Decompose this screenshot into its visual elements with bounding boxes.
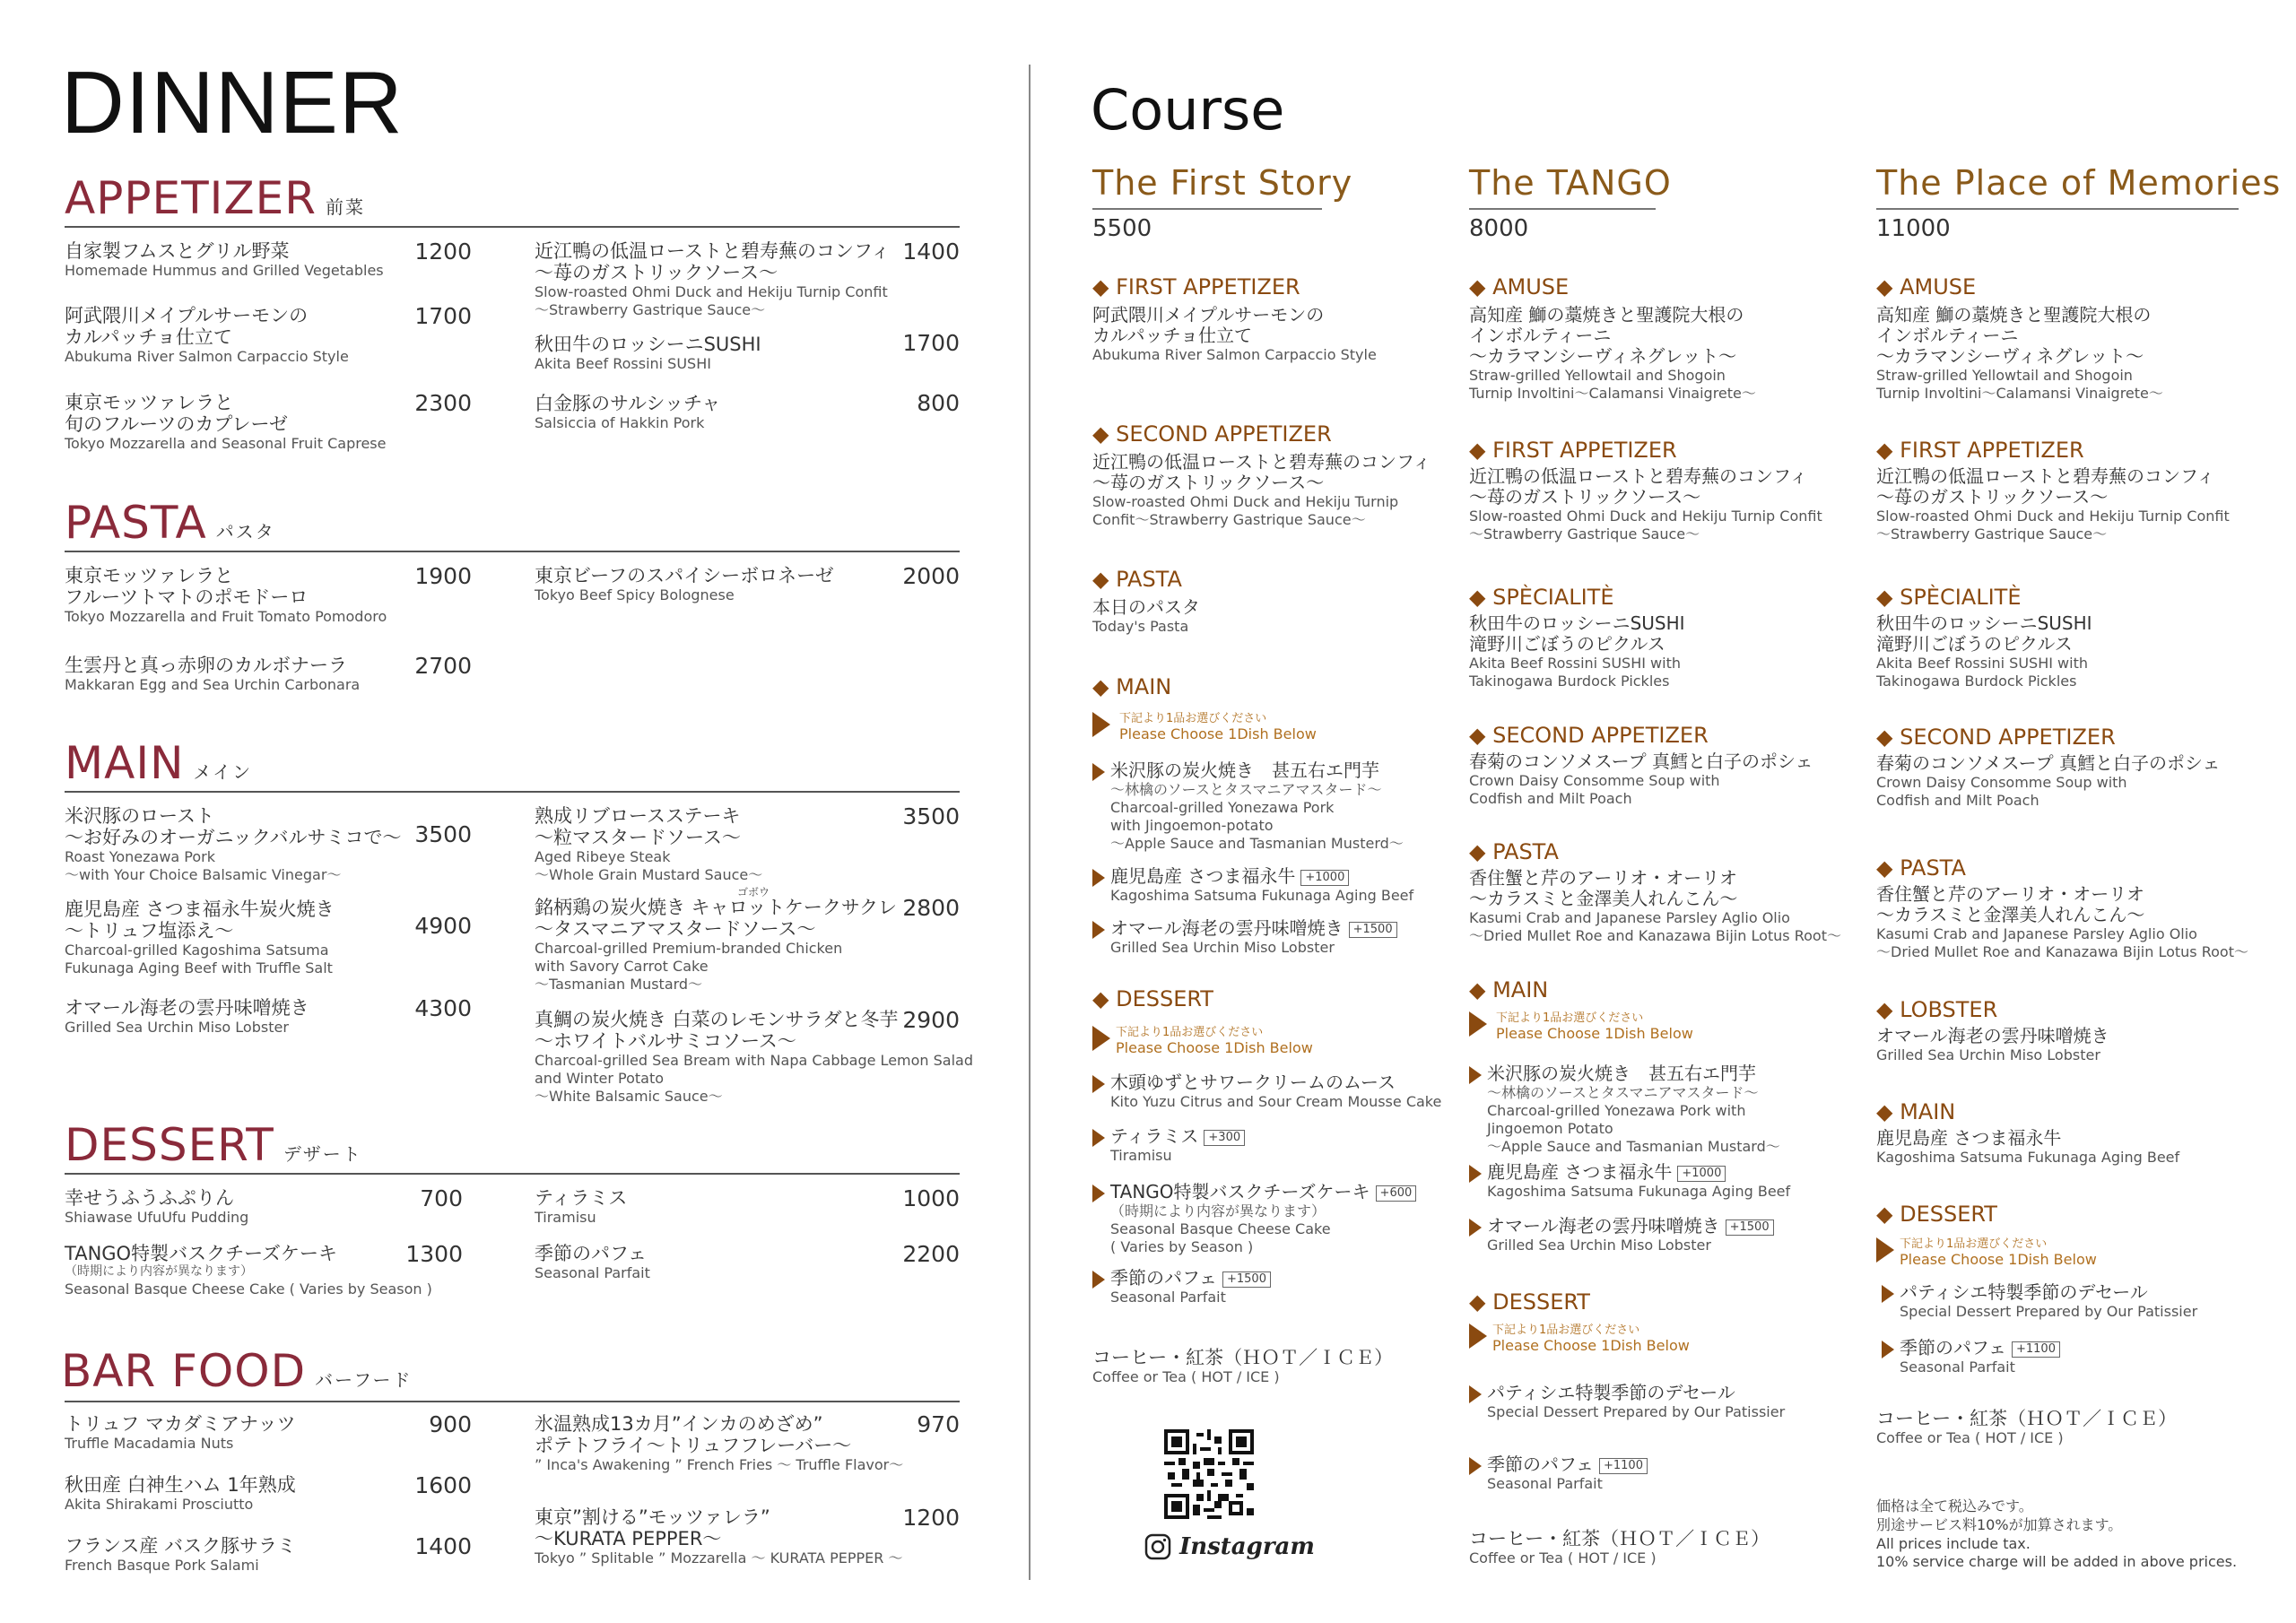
tango-amuse: ◆ AMUSE (1469, 274, 1570, 299)
menu-item: 自家製フムスとグリル野菜 Homemade Hummus and Grilled Vegetables (65, 240, 384, 280)
memories-dessert: ◆ DESSERT (1876, 1202, 1997, 1227)
barfood-sub: バーフード (315, 1369, 413, 1391)
course-first-rule (1092, 208, 1322, 210)
price: 1400 (902, 239, 960, 265)
choose-note: 下記より1品お選びください Please Choose 1Dish Below (1092, 708, 1317, 742)
menu-item: 米沢豚のロースト ～お好みのオーガニックバルサミコで～ Roast Yonezawa Pork ～with Your Choice Balsamic Vinegar～ (65, 805, 402, 884)
main-rule (65, 791, 960, 793)
triangle-icon (1092, 921, 1105, 939)
surcharge-badge: +1500 (1349, 922, 1397, 938)
course-item: 木頭ゆずとサワークリームのムース Kito Yuzu Citrus and Sour Cream Mousse Cake (1092, 1072, 1441, 1111)
appetizer-sub: 前菜 (325, 196, 365, 218)
price: 700 (420, 1185, 463, 1211)
memories-specialite: ◆ SPÈCIALITÈ (1876, 585, 2022, 610)
tango-main: ◆ MAIN (1469, 977, 1549, 1002)
course-item: オマール海老の雲丹味噌焼き +1500 Grilled Sea Urchin Miso Lobster (1092, 918, 1397, 957)
course-item: 近江鴨の低温ローストと碧寿蕪のコンフィ ～苺のガストリックソース～ Slow-roasted Ohmi Duck and Hekiju Turnip Confit ～Strawberry Gastrique Sauce～ (1876, 465, 2230, 542)
course-item: 鹿児島産 さつま福永牛 Kagoshima Satsuma Fukunaga Aging Beef (1876, 1127, 2180, 1166)
memories-first-app: ◆ FIRST APPETIZER (1876, 438, 2084, 463)
dessert-title: DESSERT (65, 1119, 274, 1171)
price: 800 (917, 390, 960, 416)
triangle-icon (1882, 1285, 1894, 1303)
appetizer-heading (65, 172, 365, 224)
barfood-heading (61, 1345, 413, 1397)
price: 2700 (414, 653, 472, 679)
price: 900 (429, 1411, 472, 1437)
course-item: 秋田牛のロッシーニSUSHI 滝野川ごぼうのピクルス Akita Beef Rossini SUSHI with Takinogawa Burdock Pickles (1876, 612, 2092, 690)
choose-note: 下記より1品お選びください Please Choose 1Dish Below (1092, 1022, 1313, 1056)
main-heading (65, 737, 252, 789)
course-item: オマール海老の雲丹味噌焼き +1500 Grilled Sea Urchin Miso Lobster (1469, 1216, 1774, 1254)
course-first-name: The First Story (1092, 163, 1353, 203)
tango-specialite: ◆ SPÈCIALITÈ (1469, 585, 1614, 610)
menu-item: 銘柄鶏の炭火焼き キャロットケークサクレ ～タスマニアマスタードソース～ Charcoal-grilled Premium-branded Chicken with Savory Carrot Cake ～Tasmanian Mustard～ (535, 897, 897, 994)
dessert-sub: デザート (283, 1143, 362, 1165)
menu-item: 鹿児島産 さつま福永牛炭火焼き ～トリュフ塩添え～ Charcoal-grilled Kagoshima Satsuma Fukunaga Aging Beef with Truffle Salt (65, 898, 335, 977)
menu-item: 幸せうふうふぷりん Shiawase UfuUfu Pudding (65, 1187, 249, 1227)
price: 1200 (902, 1505, 960, 1531)
coffee-item: コーヒー・紅茶（ＨＯＴ／ＩＣＥ） Coffee or Tea ( HOT / ICE ) (1876, 1408, 2178, 1447)
course-item: 鹿児島産 さつま福永牛 +1000 Kagoshima Satsuma Fukunaga Aging Beef (1469, 1162, 1790, 1201)
pasta-title: PASTA (65, 497, 207, 549)
memories-second-app: ◆ SECOND APPETIZER (1876, 725, 2116, 750)
price: 1300 (405, 1241, 463, 1267)
price: 3500 (414, 821, 472, 847)
qr-code[interactable] (1164, 1429, 1254, 1519)
menu-item: 秋田牛のロッシーニSUSHI Akita Beef Rossini SUSHI (535, 334, 761, 373)
coffee-item: コーヒー・紅茶（ＨＯＴ／ＩＣＥ） Coffee or Tea ( HOT / ICE ) (1469, 1528, 1770, 1567)
triangle-icon (1092, 1075, 1105, 1093)
instagram-icon (1144, 1533, 1171, 1560)
course-item: 季節のパフェ +1100 Seasonal Parfait (1882, 1338, 2060, 1376)
price: 1200 (414, 239, 472, 265)
menu-item: 近江鴨の低温ローストと碧寿蕪のコンフィ ～苺のガストリックソース～ Slow-roasted Ohmi Duck and Hekiju Turnip Confit ～Strawberry Gastrique Sauce～ (535, 240, 891, 319)
surcharge-badge: +1500 (1222, 1271, 1271, 1288)
price: 2800 (902, 895, 960, 921)
menu-item: 東京モッツァレラと 旬のフルーツのカプレーゼ Tokyo Mozzarella and Seasonal Fruit Caprese (65, 392, 387, 453)
triangle-icon (1092, 712, 1110, 737)
triangle-icon (1092, 1026, 1110, 1051)
price: 1600 (414, 1472, 472, 1498)
price: 2300 (414, 390, 472, 416)
memories-main: ◆ MAIN (1876, 1099, 1956, 1124)
triangle-icon (1469, 1011, 1487, 1037)
course-item: 秋田牛のロッシーニSUSHI 滝野川ごぼうのピクルス Akita Beef Rossini SUSHI with Takinogawa Burdock Pickles (1469, 612, 1685, 690)
pasta-rule (65, 551, 960, 552)
choose-note: 下記より1品お選びください Please Choose 1Dish Below (1469, 1008, 1693, 1042)
course-item: ティラミス +300 Tiramisu (1092, 1126, 1245, 1165)
menu-item: ティラミス Tiramisu (535, 1187, 628, 1227)
triangle-icon (1092, 1271, 1105, 1289)
course-item: 阿武隈川メイプルサーモンの カルパッチョ仕立て Abukuma River Salmon Carpaccio Style (1092, 304, 1377, 363)
course-item: TANGO特製バスクチーズケーキ +600 （時期により内容が異なります） Seasonal Basque Cheese Cake ( Varies by Season ) (1092, 1182, 1416, 1256)
tango-pasta: ◆ PASTA (1469, 839, 1559, 864)
price: 1700 (902, 330, 960, 356)
course-item: 香住蟹と芹のアーリオ・オーリオ ～カラスミと金澤美人れんこん～ Kasumi Crab and Japanese Parsley Aglio Olio ～Dried Mullet Roe and Kanazawa Bijin Lotus Root～ (1469, 867, 1841, 944)
barfood-title: BAR FOOD (61, 1345, 307, 1397)
menu-item: TANGO特製バスクチーズケーキ （時期により内容が異なります） Seasonal Basque Cheese Cake ( Varies by Season ) (65, 1243, 432, 1298)
price: 1000 (902, 1185, 960, 1211)
menu-item: 秋田産 白神生ハム 1年熟成 Akita Shirakami Prosciutto (65, 1474, 296, 1514)
coffee-item: コーヒー・紅茶（ＨＯＴ／ＩＣＥ） Coffee or Tea ( HOT / ICE ) (1092, 1347, 1394, 1386)
instagram-link[interactable] (1144, 1533, 1315, 1560)
course-tango-name: The TANGO (1469, 163, 1672, 203)
course-item: 季節のパフェ +1100 Seasonal Parfait (1469, 1454, 1648, 1493)
tango-dessert: ◆ DESSERT (1469, 1289, 1590, 1315)
surcharge-badge: +1000 (1300, 870, 1349, 886)
surcharge-badge: +1100 (2012, 1341, 2060, 1358)
tax-note: 価格は全て税込みです。 別途サービス料10%が加算されます。 All prices include tax. 10% service charge will be added in above prices. (1876, 1497, 2238, 1571)
course-item: オマール海老の雲丹味噌焼き Grilled Sea Urchin Miso Lobster (1876, 1025, 2109, 1063)
triangle-icon (1469, 1066, 1482, 1084)
course-item: 近江鴨の低温ローストと碧寿蕪のコンフィ ～苺のガストリックソース～ Slow-roasted Ohmi Duck and Hekiju Turnip Confit～Strawberry Gastrique Sauce～ (1092, 451, 1431, 528)
menu-item: 季節のパフェ Seasonal Parfait (535, 1243, 650, 1282)
course-item: 米沢豚の炭火焼き 甚五右エ門芋 ～林檎のソースとタスマニアマスタード～ Charcoal-grilled Yonezawa Pork with Jingoemon-potato ～Apple Sauce and Tasmanian Musterd～ (1092, 760, 1404, 853)
instagram-label: Instagram (1179, 1533, 1315, 1560)
first-second-app: ◆ SECOND APPETIZER (1092, 421, 1332, 447)
course-memories-price: 11000 (1876, 215, 1951, 242)
menu-item: 阿武隈川メイプルサーモンの カルパッチョ仕立て Abukuma River Salmon Carpaccio Style (65, 305, 349, 366)
tango-second-app: ◆ SECOND APPETIZER (1469, 723, 1709, 748)
course-title: Course (1091, 77, 1285, 143)
course-item: 米沢豚の炭火焼き 甚五右エ門芋 ～林檎のソースとタスマニアマスタード～ Charcoal-grilled Yonezawa Pork with Jingoemon Potato ～Apple Sauce and Tasmanian Mustard～ (1469, 1063, 1780, 1156)
surcharge-badge: +1100 (1599, 1458, 1648, 1474)
price: 3500 (902, 803, 960, 829)
surcharge-badge: +1000 (1677, 1166, 1726, 1182)
course-memories-name: The Place of Memories (1876, 163, 2282, 203)
menu-item: 東京モッツァレラと フルーツトマトのポモドーロ Tokyo Mozzarella and Fruit Tomato Pomodoro (65, 565, 387, 626)
triangle-icon (1469, 1385, 1482, 1403)
triangle-icon (1469, 1219, 1482, 1237)
surcharge-badge: +600 (1376, 1185, 1417, 1202)
course-item: 季節のパフェ +1500 Seasonal Parfait (1092, 1268, 1271, 1306)
first-first-app: ◆ FIRST APPETIZER (1092, 274, 1300, 299)
course-first-price: 5500 (1092, 215, 1152, 242)
pasta-heading (65, 497, 275, 549)
dessert-rule (65, 1173, 960, 1175)
memories-amuse: ◆ AMUSE (1876, 274, 1977, 299)
memories-pasta: ◆ PASTA (1876, 855, 1966, 881)
course-item: 香住蟹と芹のアーリオ・オーリオ ～カラスミと金澤美人れんこん～ Kasumi Crab and Japanese Parsley Aglio Olio ～Dried Mullet Roe and Kanazawa Bijin Lotus Root～ (1876, 883, 2248, 960)
triangle-icon (1092, 1185, 1105, 1202)
price: 970 (917, 1411, 960, 1437)
surcharge-badge: +300 (1204, 1130, 1245, 1146)
course-item: パティシエ特製季節のデセール Special Dessert Prepared by Our Patissier (1882, 1282, 2197, 1321)
price: 1400 (414, 1533, 472, 1559)
triangle-icon (1469, 1165, 1482, 1183)
dinner-title: DINNER (61, 53, 404, 152)
course-item: 春菊のコンソメスープ 真鱈と白子のポシェ Crown Daisy Consomme Soup with Codfish and Milt Poach (1876, 752, 2221, 809)
menu-item: 真鯛の炭火焼き 白菜のレモンサラダと冬芋 ～ホワイトバルサミコソース～ Charcoal-grilled Sea Bream with Napa Cabbage Lemon Salad and Winter Potato ～White Balsamic Sauce～ (535, 1009, 973, 1106)
pasta-sub: パスタ (215, 521, 275, 542)
course-item: 本日のパスタ Today's Pasta (1092, 596, 1200, 635)
first-dessert: ◆ DESSERT (1092, 986, 1213, 1011)
menu-item: 熟成リブロースステーキ ～粒マスタードソース～ Aged Ribeye Steak ～Whole Grain Mustard Sauce～ (535, 805, 763, 884)
choose-note: 下記より1品お選びください Please Choose 1Dish Below (1876, 1234, 2097, 1268)
menu-item: 白金豚のサルシッチャ Salsiccia of Hakkin Pork (535, 393, 721, 432)
price: 2200 (902, 1241, 960, 1267)
barfood-rule (65, 1401, 960, 1402)
page-divider (1029, 65, 1031, 1580)
triangle-icon (1876, 1237, 1894, 1263)
dessert-heading (65, 1119, 362, 1171)
price: 2000 (902, 563, 960, 589)
course-item: 高知産 鰤の藁焼きと聖護院大根の インボルティーニ ～カラマンシーヴィネグレット～ Straw-grilled Yellowtail and Shogoin Turnip Involtini～Calamansi Vinaigrete～ (1876, 304, 2163, 402)
first-pasta: ◆ PASTA (1092, 567, 1182, 592)
triangle-icon (1092, 869, 1105, 887)
course-tango-price: 8000 (1469, 215, 1529, 242)
menu-item: オマール海老の雲丹味噌焼き Grilled Sea Urchin Miso Lobster (65, 997, 309, 1037)
triangle-icon (1092, 1129, 1105, 1147)
triangle-icon (1469, 1324, 1487, 1349)
price: 4300 (414, 995, 472, 1021)
price: 4900 (414, 913, 472, 939)
main-title: MAIN (65, 737, 185, 789)
triangle-icon (1092, 763, 1105, 781)
price: 1700 (414, 303, 472, 329)
course-item: 高知産 鰤の藁焼きと聖護院大根の インボルティーニ ～カラマンシーヴィネグレット～ Straw-grilled Yellowtail and Shogoin Turnip Involtini～Calamansi Vinaigrete～ (1469, 304, 1756, 402)
price: 2900 (902, 1007, 960, 1033)
price: 1900 (414, 563, 472, 589)
appetizer-title: APPETIZER (65, 172, 317, 224)
choose-note: 下記より1品お選びください Please Choose 1Dish Below (1469, 1320, 1690, 1354)
first-main: ◆ MAIN (1092, 674, 1172, 699)
menu-item: 生雲丹と真っ赤卵のカルボナーラ Makkaran Egg and Sea Urchin Carbonara (65, 655, 361, 694)
triangle-icon (1882, 1341, 1894, 1358)
tango-first-app: ◆ FIRST APPETIZER (1469, 438, 1677, 463)
menu-item: 東京”割ける”モッツァレラ” ～KURATA PEPPER～ Tokyo ” Splitable ” Mozzarella ～ KURATA PEPPER ～ (535, 1506, 903, 1567)
course-memories-rule (1876, 208, 2239, 210)
surcharge-badge: +1500 (1726, 1219, 1774, 1236)
appetizer-rule (65, 226, 960, 228)
course-tango-rule (1469, 208, 1656, 210)
ruby-text: ゴボウ (737, 886, 770, 898)
course-item: 春菊のコンソメスープ 真鱈と白子のポシェ Crown Daisy Consomme Soup with Codfish and Milt Poach (1469, 751, 1813, 807)
memories-lobster: ◆ LOBSTER (1876, 997, 1998, 1022)
menu-item: 氷温熟成13カ月”インカのめざめ” ポテトフライ～トリュフフレーバー～ ” Inca's Awakening ” French Fries ～ Truffle Flavor～ (535, 1413, 904, 1474)
main-sub: メイン (193, 761, 253, 783)
triangle-icon (1469, 1457, 1482, 1475)
course-item: 鹿児島産 さつま福永牛 +1000 Kagoshima Satsuma Fukunaga Aging Beef (1092, 866, 1413, 905)
menu-item: フランス産 バスク豚サラミ French Basque Pork Salami (65, 1535, 297, 1575)
menu-item: 東京ビーフのスパイシーボロネーゼ Tokyo Beef Spicy Bolognese (535, 565, 834, 604)
menu-item: トリュフ マカダミアナッツ Truffle Macadamia Nuts (65, 1413, 296, 1453)
course-item: 近江鴨の低温ローストと碧寿蕪のコンフィ ～苺のガストリックソース～ Slow-roasted Ohmi Duck and Hekiju Turnip Confit ～Strawberry Gastrique Sauce～ (1469, 465, 1822, 542)
course-item: パティシエ特製季節のデセール Special Dessert Prepared by Our Patissier (1469, 1383, 1785, 1421)
